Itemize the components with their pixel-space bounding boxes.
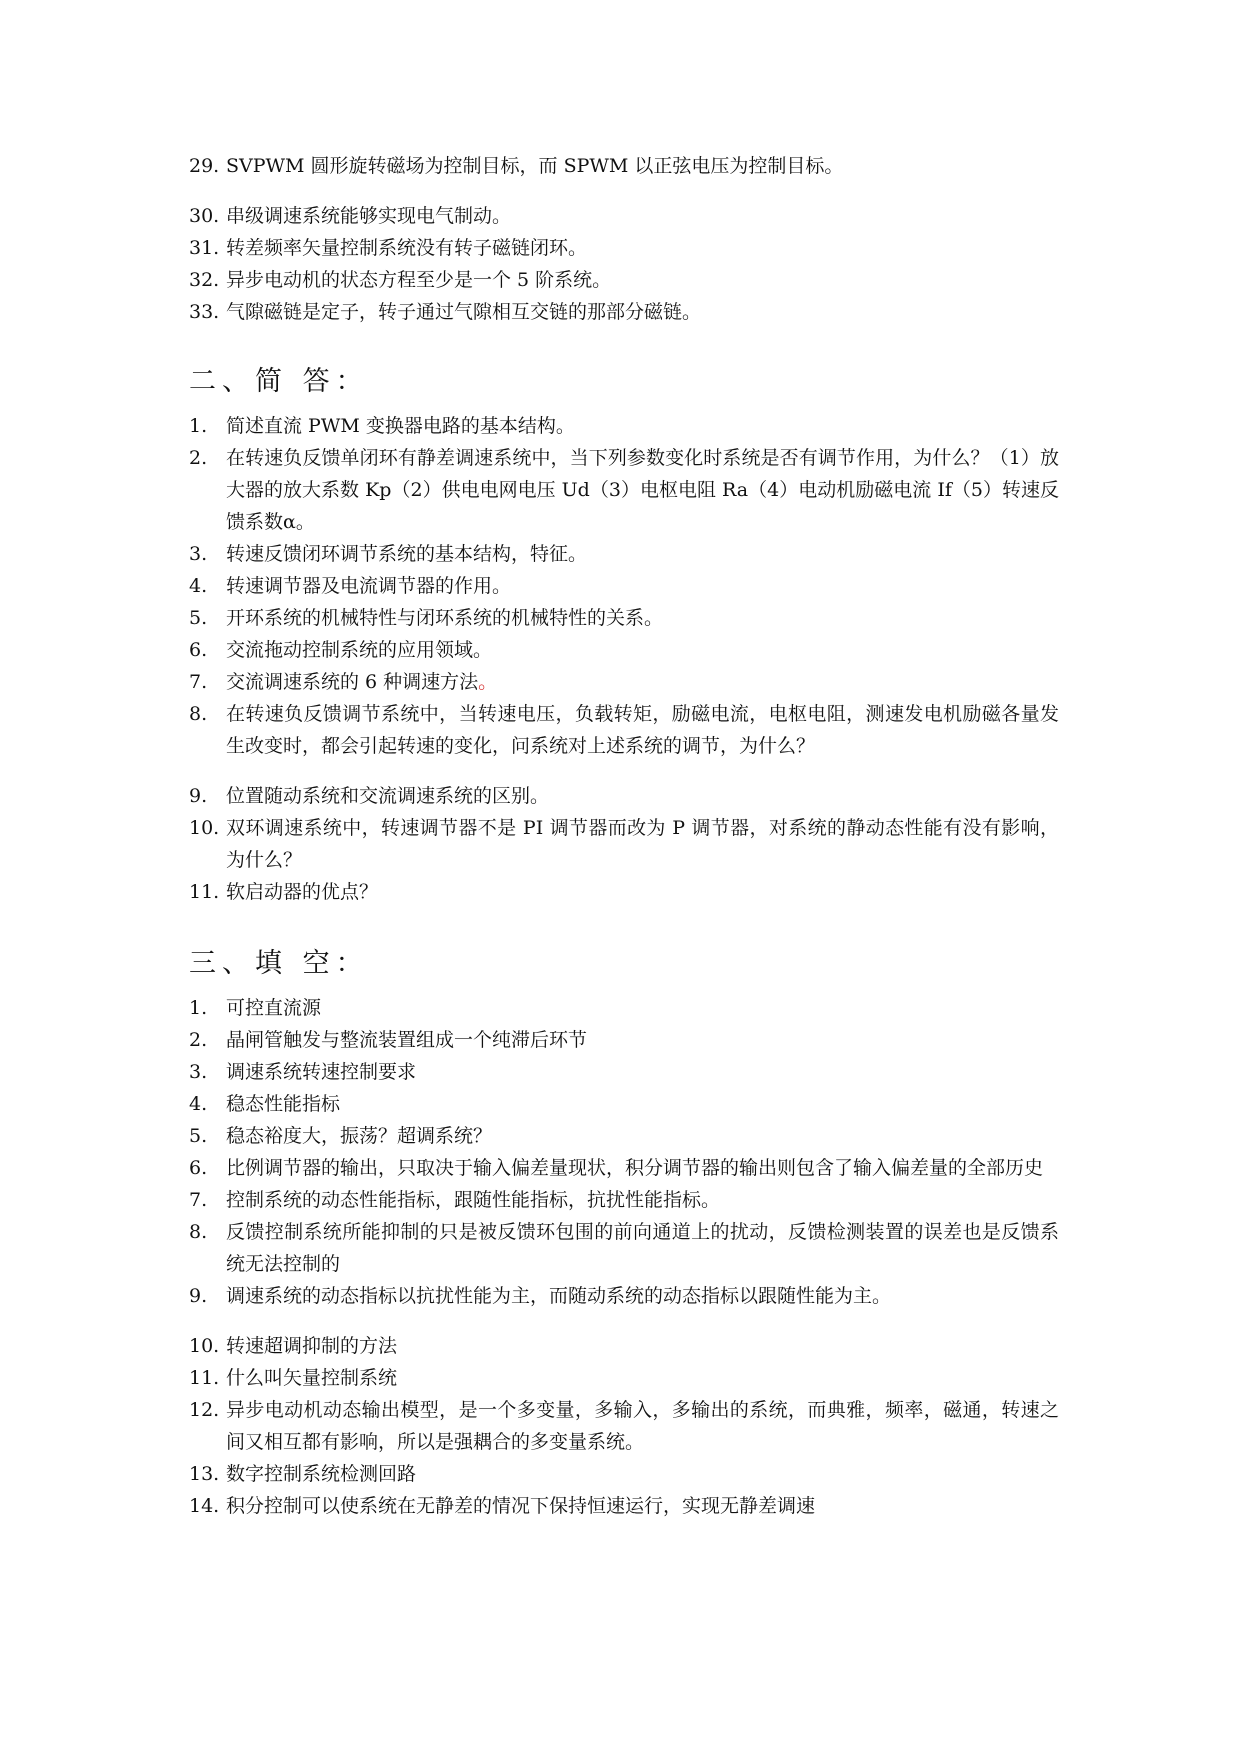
- item-number: 9.: [189, 785, 208, 807]
- top-true-false-list: [189, 150, 1059, 328]
- list-item: [189, 1056, 1059, 1088]
- item-number: 4.: [189, 1093, 208, 1115]
- item-number: 31.: [189, 237, 220, 259]
- list-item: [189, 602, 1059, 634]
- list-item: [189, 410, 1059, 442]
- item-text: 转速超调抑制的方法: [226, 1335, 398, 1357]
- item-number: 5.: [189, 607, 208, 629]
- item-text: 转速反馈闭环调节系统的基本结构，特征。: [226, 543, 588, 565]
- item-number: 3.: [189, 1061, 208, 1083]
- list-item: [189, 264, 1059, 296]
- item-number: 7.: [189, 671, 208, 693]
- list-item: [189, 780, 1059, 812]
- item-number: 6.: [189, 639, 208, 661]
- list-item: [189, 876, 1059, 908]
- list-item: [189, 666, 1059, 698]
- list-item: [189, 1152, 1059, 1184]
- item-text: 调速系统转速控制要求: [226, 1061, 417, 1083]
- item-number: 33.: [189, 301, 220, 323]
- item-text: 晶闸管触发与整流装置组成一个纯滞后环节: [226, 1029, 588, 1051]
- list-item: [189, 1458, 1059, 1490]
- item-text: 调速系统的动态指标以抗扰性能为主，而随动系统的动态指标以跟随性能为主。: [226, 1285, 892, 1307]
- list-item: [189, 1330, 1059, 1362]
- item-text: 简述直流 PWM 变换器电路的基本结构。: [226, 415, 575, 437]
- item-number: 4.: [189, 575, 208, 597]
- item-text: 稳态性能指标: [226, 1093, 341, 1115]
- item-text-main: 交流调速系统的 6 种调速方法: [226, 671, 479, 693]
- item-number: 3.: [189, 543, 208, 565]
- item-text: 转速调节器及电流调节器的作用。: [226, 575, 512, 597]
- item-text: 转差频率矢量控制系统没有转子磁链闭环。: [226, 237, 588, 259]
- item-number: 2.: [189, 1029, 208, 1051]
- item-text: 在转速负反馈单闭环有静差调速系统中，当下列参数变化时系统是否有调节作用，为什么？（1）放大器的放大系数 Kp（2）供电电网电压 Ud（3）电枢电阻 Ra（4）电动机励磁电流 If（5）转速反馈系数α。: [226, 447, 1059, 533]
- item-text: 异步电动机动态输出模型，是一个多变量，多输入，多输出的系统，而典雅，频率，磁通，转速之间又相互都有影响，所以是强耦合的多变量系统。: [226, 1399, 1059, 1453]
- item-number: 11.: [189, 881, 220, 903]
- item-text: 可控直流源: [226, 997, 322, 1019]
- item-text: [226, 666, 1059, 698]
- list-item: [189, 1120, 1059, 1152]
- item-text: 控制系统的动态性能指标，跟随性能指标，抗扰性能指标。: [226, 1189, 721, 1211]
- list-item: [189, 1184, 1059, 1216]
- item-number: 8.: [189, 1221, 208, 1243]
- list-item: [189, 634, 1059, 666]
- item-text: 什么叫矢量控制系统: [226, 1367, 398, 1389]
- list-item: [189, 570, 1059, 602]
- section-short-answer: [189, 358, 1059, 908]
- item-text: 积分控制可以使系统在无静差的情况下保持恒速运行，实现无静差调速: [226, 1495, 816, 1517]
- item-number: 13.: [189, 1463, 220, 1485]
- item-number: 30.: [189, 205, 220, 227]
- item-number: 2.: [189, 447, 208, 469]
- list-item: [189, 698, 1059, 762]
- item-text: 在转速负反馈调节系统中，当转速电压，负载转矩，励磁电流，电枢电阻，测速发电机励磁各量发生改变时，都会引起转速的变化，问系统对上述系统的调节，为什么？: [226, 703, 1059, 757]
- item-text: 数字控制系统检测回路: [226, 1463, 417, 1485]
- section-heading: 三、填 空：: [189, 948, 369, 979]
- item-text: 串级调速系统能够实现电气制动。: [226, 205, 512, 227]
- list-item: [189, 296, 1059, 328]
- list-item: [189, 1490, 1059, 1522]
- item-number: 32.: [189, 269, 220, 291]
- list-item: [189, 150, 1059, 182]
- list-item: [189, 1362, 1059, 1394]
- list-item: [189, 1216, 1059, 1280]
- item-text: 稳态裕度大，振荡？超调系统？: [226, 1125, 493, 1147]
- list-item: [189, 992, 1059, 1024]
- item-number: 7.: [189, 1189, 208, 1211]
- list-item: [189, 812, 1059, 876]
- item-text: SVPWM 圆形旋转磁场为控制目标，而 SPWM 以正弦电压为控制目标。: [226, 155, 844, 177]
- item-text: 位置随动系统和交流调速系统的区别。: [226, 785, 550, 807]
- item-text: 异步电动机的状态方程至少是一个 5 阶系统。: [226, 269, 612, 291]
- item-number: 1.: [189, 997, 208, 1019]
- list-item: [189, 442, 1059, 538]
- list-item: [189, 1088, 1059, 1120]
- item-number: 8.: [189, 703, 208, 725]
- item-number: 10.: [189, 1335, 220, 1357]
- item-text: 比例调节器的输出，只取决于输入偏差量现状，积分调节器的输出则包含了输入偏差量的全部历史: [226, 1157, 1044, 1179]
- section-fill-in: [189, 940, 1059, 1522]
- item-text: 反馈控制系统所能抑制的只是被反馈环包围的前向通道上的扰动，反馈检测装置的误差也是反馈系统无法控制的: [226, 1221, 1059, 1275]
- item-text: 软启动器的优点？: [226, 881, 379, 903]
- item-text: 交流拖动控制系统的应用领域。: [226, 639, 493, 661]
- item-number: 1.: [189, 415, 208, 437]
- list-item: [189, 200, 1059, 232]
- item-number: 9.: [189, 1285, 208, 1307]
- list-item: [189, 538, 1059, 570]
- list-item: [189, 232, 1059, 264]
- item-text: 双环调速系统中，转速调节器不是 PI 调节器而改为 P 调节器，对系统的静动态性能有没有影响，为什么？: [226, 817, 1059, 871]
- list-item: [189, 1280, 1059, 1312]
- item-text: 开环系统的机械特性与闭环系统的机械特性的关系。: [226, 607, 664, 629]
- item-number: 29.: [189, 155, 220, 177]
- item-number: 10.: [189, 817, 220, 839]
- list-item: [189, 1394, 1059, 1458]
- item-number: 12.: [189, 1399, 220, 1421]
- list-item: [189, 1024, 1059, 1056]
- item-number: 5.: [189, 1125, 208, 1147]
- item-number: 11.: [189, 1367, 220, 1389]
- item-number: 6.: [189, 1157, 208, 1179]
- item-text-tail: 。: [478, 671, 498, 693]
- item-text: 气隙磁链是定子，转子通过气隙相互交链的那部分磁链。: [226, 301, 702, 323]
- item-number: 14.: [189, 1495, 220, 1517]
- section-heading: 二、简 答：: [189, 366, 369, 397]
